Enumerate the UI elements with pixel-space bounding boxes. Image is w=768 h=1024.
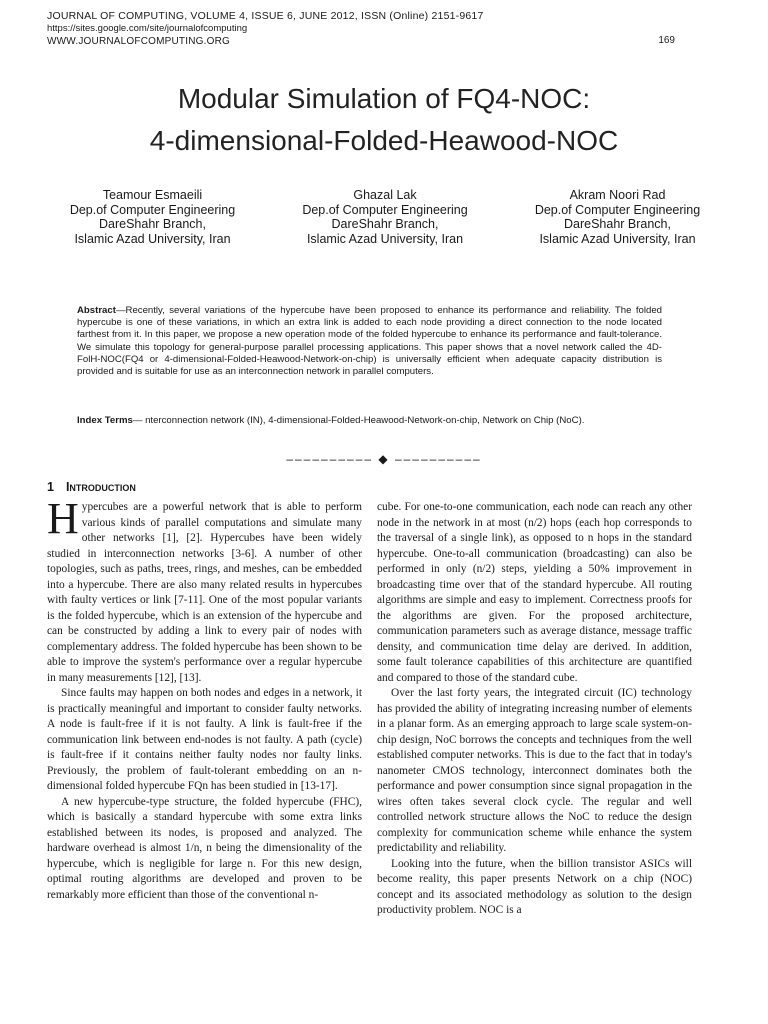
author-dept: Dep.of Computer Engineering	[534, 202, 701, 217]
author-branch: DareShahr Branch,	[98, 217, 206, 231]
author-dept: Dep.of Computer Engineering	[69, 202, 236, 217]
author-2	[273, 188, 498, 246]
author-name: Ghazal Lak	[353, 188, 417, 202]
journal-header	[47, 10, 727, 48]
paragraph: Since faults may happen on both nodes and edges in a network, it is practically meaningful and important to consider faulty networks. A node is fault-free if it is not faulty. A link is fault-free if the communication link between end-nodes is not faulty. A path (cycle) is fault-free if it contains neither faulty nodes nor faulty links. Previously, the problem of fault-tolerant embedding on an n-dimensional folded hypercube FQn has been studied in [13-17].	[47, 687, 362, 792]
author-block	[40, 188, 730, 246]
author-univ: Islamic Azad University, Iran	[539, 231, 696, 246]
section-heading	[47, 480, 136, 494]
author-branch: DareShahr Branch,	[331, 217, 439, 231]
paragraph	[47, 494, 362, 686]
title-line-2: 4-dimensional-Folded-Heawood-NOC	[149, 125, 619, 156]
drop-cap: H	[47, 494, 79, 543]
author-name: Akram Noori Rad	[569, 188, 666, 202]
author-branch: DareShahr Branch,	[563, 217, 671, 231]
index-terms-text: — nterconnection network (IN), 4-dimensional-Folded-Heawood-Network-on-chip, Network on Chip (NoC).	[132, 415, 585, 426]
author-dept: Dep.of Computer Engineering	[302, 202, 468, 217]
section-divider: –––––––––– ◆ ––––––––––	[286, 452, 482, 466]
index-terms	[77, 415, 677, 427]
paragraph: Over the last forty years, the integrated circuit (IC) technology has provided the ability of integrating increasing number of elements in a planar form. As an emerging approach to large scale system-on-chip design, NoC borrows the concepts and techniques from the well established computer networks. This is due to the fact that in today's nanometer CMOS technology, interconnect dominates both the performance and power consumption since signal propagation in the wires often takes several clock cycle. The regular and well controlled network structure allows the NoC to reduce the design complexity for communication scheme while enhance the system predictability and reliability.	[377, 687, 692, 854]
paragraph: cube. For one-to-one communication, each node can reach any other node in the network in at most (n/2) hops (each hop corresponds to the traversal of a single link), as opposed to n hops in the standard hypercube. One-to-all communication (broadcasting) can also be performed in only (n/2) steps, yielding a 50% improvement in broadcasting time over that of the standard hypercube. All routing algorithms are simple and easy to implement. Correctness proofs for the algorithms are given. For the proposed architecture, communication parameters such as average distance, message traffic density, and communication time delay are derived. In addition, some fault tolerance capabilities of this architecture are quantified and compared to those of the standard cube.	[377, 501, 692, 684]
journal-line: JOURNAL OF COMPUTING, VOLUME 4, ISSUE 6, JUNE 2012, ISSN (Online) 2151-9617	[47, 10, 484, 22]
section-number: 1	[47, 480, 54, 494]
page-number: 169	[658, 35, 675, 46]
abstract-text: —Recently, several variations of the hypercube have been proposed to enhance its performance and reliability. The folded hypercube is one of these variations, in which an extra link is added to each node providing a direct connection to the node located farthest from it. In this paper, we propose a new operation mode of the folded hypercube to enhance its performance and fault-tolerance. We simulate this topology for general-purpose parallel processing applications. This paper shows that a novel network called the 4D-FolH-NOC(FQ4 or 4-dimensional-Folded-Heawood-Network-on-chip) is universally efficient when adequate capacity distribution is provided and is suitable for use as an interconnection network in parallel computers.	[77, 305, 662, 378]
paragraph: A new hypercube-type structure, the folded hypercube (FHC), which is basically a standard hypercube with some extra links established between its nodes, is proposed and analyzed. The hardware overhead is almost 1/n, n being the dimensionality of the hypercube, which is negligible for large n. For this new design, optimal routing algorithms are developed and proven to be remarkably more efficient than those of the conventional n-	[47, 795, 362, 901]
author-name: Teamour Esmaeili	[102, 188, 203, 202]
journal-site: WWW.JOURNALOFCOMPUTING.ORG	[47, 36, 230, 47]
paragraph-text: ypercubes are a powerful network that is able to perform various kinds of parallel computations and simulate many other networks [1], [2]. Hypercubes have been widely studied in interconnection networks [3-6]. A number of other topologies, such as paths, trees, rings, and meshes, can be embedded into a hypercube. There are also many related results in hypercubes with faulty vertices or link [7-11]. One of the most popular variants is the folded hypercube, which is an extension of the hypercube and can be constructed by adding a link to every pair of nodes with complementary address. The folded hypercube has been shown to be able to improve the system's performance over a regular hypercube in many measurements [12], [13].	[47, 501, 362, 684]
index-terms-label: Index Terms	[77, 415, 133, 426]
author-1	[40, 188, 265, 246]
author-3	[505, 188, 730, 246]
section-title: Introduction	[65, 480, 136, 494]
title-line-1: Modular Simulation of FQ4-NOC:	[177, 83, 591, 114]
journal-url: https://sites.google.com/site/journalofcomputing	[47, 23, 248, 34]
author-univ: Islamic Azad University, Iran	[74, 231, 231, 246]
author-univ: Islamic Azad University, Iran	[306, 231, 464, 246]
abstract-label: Abstract	[77, 305, 116, 316]
paper-title	[0, 78, 768, 162]
right-column	[377, 500, 692, 919]
abstract	[77, 305, 662, 378]
left-column	[47, 494, 362, 903]
paragraph: Looking into the future, when the billion transistor ASICs will become reality, this paper presents Network on a chip (NOC) concept and its associated methodology as solution to the design productivity problem. NOC is a	[377, 857, 692, 916]
